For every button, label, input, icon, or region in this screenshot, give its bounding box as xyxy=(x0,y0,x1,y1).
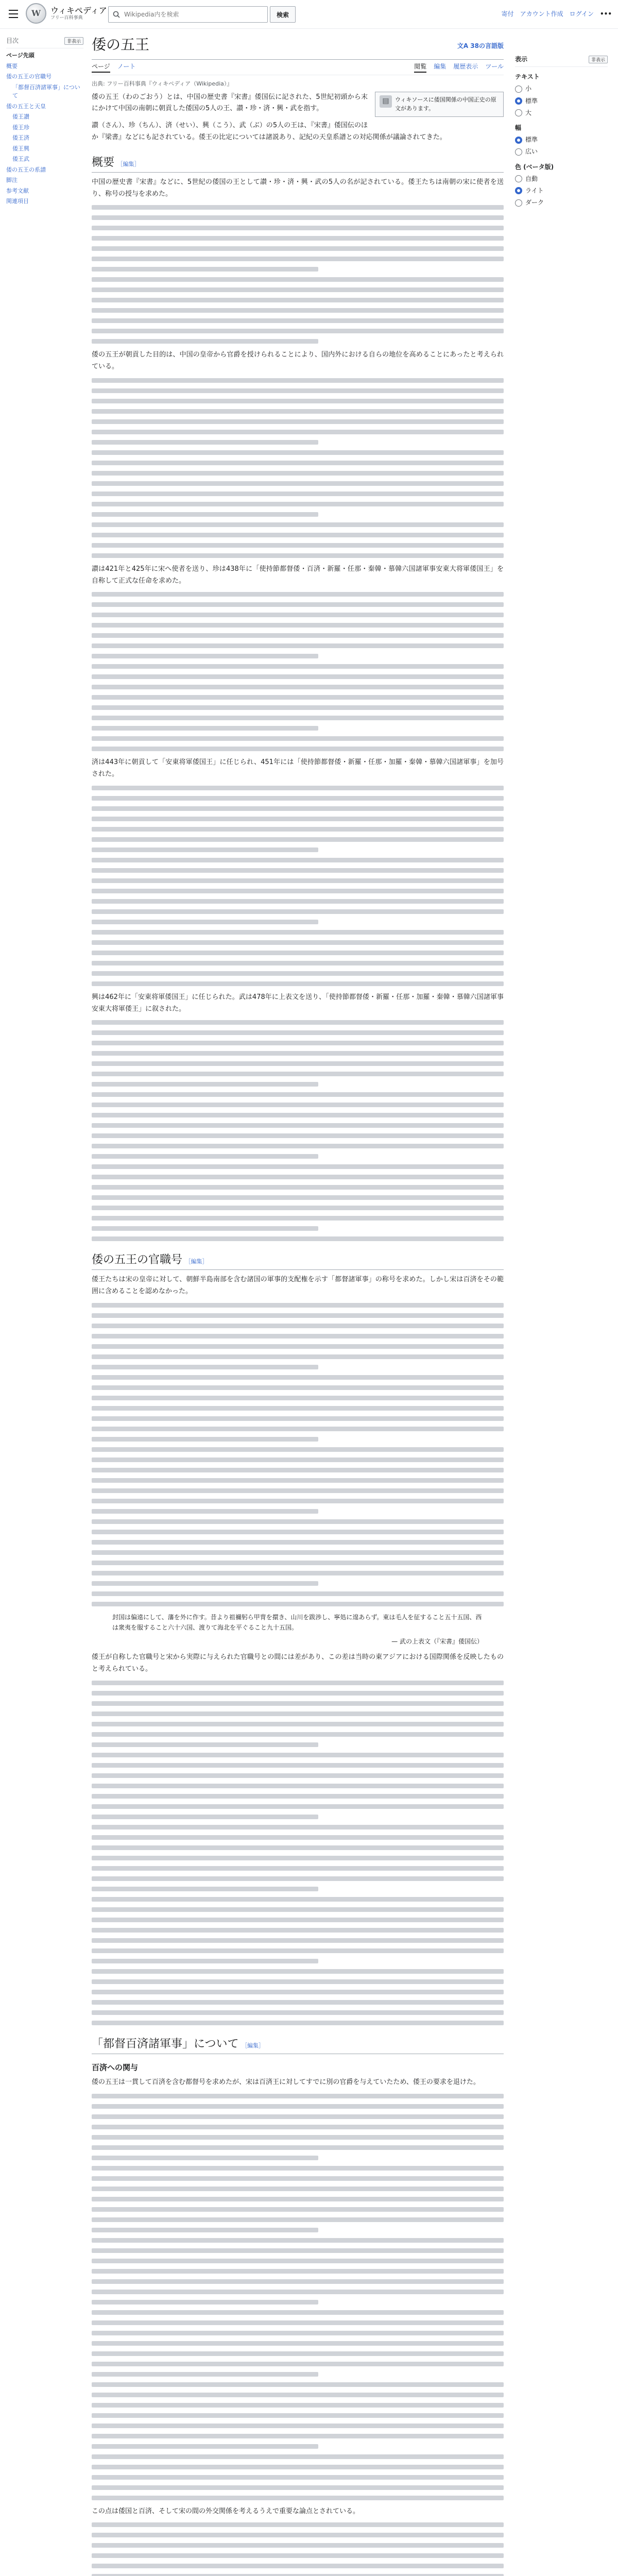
body-text-line xyxy=(92,868,504,873)
book-icon: ▤ xyxy=(380,95,392,108)
body-text-line xyxy=(92,1969,504,1974)
radio-button[interactable] xyxy=(515,86,522,93)
body-text-line xyxy=(92,786,504,790)
body-paragraph: 興は462年に「安東将軍倭国王」に任じられた。武は478年に上表文を送り、「使持節都督倭・新羅・任那・加羅・秦韓・慕韓六国諸軍事安東大将軍倭王」に叙された。 xyxy=(92,993,504,1013)
body-text-line xyxy=(92,1375,504,1380)
body-text-line xyxy=(92,287,504,292)
body-text-line xyxy=(92,461,504,465)
body-text-line xyxy=(92,1427,504,1431)
body-paragraph: 讃は421年と425年に宋へ使者を送り、珍は438年に「使持節都督倭・百済・新羅・任那・秦韓・慕韓六国諸軍事安東大将軍倭国王」を自称して正式な任命を求めた。 xyxy=(92,565,504,585)
body-text-line xyxy=(92,1396,504,1400)
body-text-line xyxy=(92,318,504,323)
body-text-line xyxy=(92,2176,504,2181)
body-text-line xyxy=(92,1918,504,1922)
language-count: 38の言語版 xyxy=(470,42,504,49)
body-paragraph: 中国の歴史書『宋書』などに、5世紀の倭国の王として讃・珍・済・興・武の5人の名が記されている。倭王たちは南朝の宋に使者を送り、称号の授与を求めた。 xyxy=(92,178,504,198)
body-text-line xyxy=(92,430,504,434)
appearance-title: 表示 xyxy=(515,56,528,63)
toc-item[interactable]: 関連項目 xyxy=(6,198,29,205)
body-text-line xyxy=(92,2114,504,2119)
radio-button[interactable] xyxy=(515,109,522,116)
body-text-line xyxy=(92,1144,504,1148)
body-text-line xyxy=(92,1561,504,1565)
body-text-line xyxy=(92,553,504,558)
body-text-line xyxy=(92,329,504,333)
toc-item[interactable]: 参考文献 xyxy=(6,187,29,194)
section-edit-link[interactable]: ［編集］ xyxy=(117,160,140,167)
body-text-line xyxy=(92,502,504,506)
body-text-line xyxy=(92,1175,504,1179)
body-text-line xyxy=(92,1061,504,1066)
quote-citation: — 武の上表文（『宋書』倭国伝） xyxy=(391,1637,483,1645)
body-text-line xyxy=(92,378,504,383)
body-text-line xyxy=(92,1154,318,1159)
appearance-option[interactable] xyxy=(515,96,608,106)
section-edit-link[interactable]: ［編集］ xyxy=(185,1258,208,1265)
body-text-line xyxy=(92,2010,504,2015)
body-text-line xyxy=(92,543,504,548)
body-text-line xyxy=(92,1866,504,1871)
toc-item[interactable]: 倭の五王の系譜 xyxy=(6,166,46,173)
body-text-line xyxy=(92,909,504,914)
body-text-line xyxy=(92,1041,504,1045)
body-text-line xyxy=(92,2533,504,2537)
body-text-line xyxy=(92,1334,504,1338)
body-text-line xyxy=(92,1948,504,1953)
toc-item[interactable]: 「都督百済諸軍事」について xyxy=(12,83,80,99)
body-text-line xyxy=(92,1195,504,1200)
body-text-line xyxy=(92,2217,504,2222)
body-text-line xyxy=(92,1313,504,1318)
search-icon xyxy=(113,11,120,18)
body-text-line xyxy=(92,736,504,741)
search-box[interactable] xyxy=(108,6,268,23)
tab-tools[interactable]: ツール xyxy=(485,62,504,70)
table-of-contents xyxy=(6,36,83,208)
body-text-line xyxy=(92,2125,504,2129)
appearance-option[interactable] xyxy=(515,135,608,145)
body-text-line xyxy=(92,1082,318,1087)
body-text-line xyxy=(92,522,504,527)
body-text-line xyxy=(92,2135,504,2140)
body-text-line xyxy=(92,1581,318,1586)
login-link[interactable]: ログイン xyxy=(569,10,594,18)
tab-page[interactable]: ページ xyxy=(92,62,110,73)
body-text-line xyxy=(92,1123,504,1128)
section-heading: 「都督百済諸軍事」について ［編集］ xyxy=(92,2035,504,2054)
body-text-line xyxy=(92,1540,504,1545)
toc-item[interactable]: 倭王珍 xyxy=(12,124,29,131)
body-text-line xyxy=(92,664,504,669)
body-text-line xyxy=(92,2207,504,2212)
body-text-line xyxy=(92,1416,504,1421)
body-text-line xyxy=(92,409,504,414)
wikipedia-globe-icon: W xyxy=(26,3,46,24)
body-paragraph: 倭の五王が朝貢した目的は、中国の皇帝から官爵を授けられることにより、国内外における自らの地位を高めることにあったと考えられている。 xyxy=(92,351,504,371)
radio-button[interactable] xyxy=(515,175,522,182)
body-text-line xyxy=(92,1794,504,1799)
appearance-option-label: 広い xyxy=(525,148,538,156)
body-text-line xyxy=(92,1845,504,1850)
body-paragraph: 倭の五王は一貫して百済を含む都督号を求めたが、宋は百済王に対してすでに別の官爵を与えていたため、倭王の要求を退けた。 xyxy=(92,2078,480,2086)
body-text-line xyxy=(92,2000,504,2005)
body-text-line xyxy=(92,236,504,241)
body-text-line xyxy=(92,2543,504,2548)
body-text-line xyxy=(92,848,318,852)
body-text-line xyxy=(92,1701,504,1706)
radio-button[interactable] xyxy=(515,97,522,105)
body-text-line xyxy=(92,2228,318,2232)
body-text-line xyxy=(92,1732,504,1737)
body-text-line xyxy=(92,1509,318,1514)
toc-item[interactable]: 倭王興 xyxy=(12,145,29,152)
body-text-line xyxy=(92,1835,504,1840)
body-text-line xyxy=(92,1959,318,1963)
body-text-line xyxy=(92,878,504,883)
body-text-line xyxy=(92,2269,504,2274)
body-text-line xyxy=(92,643,504,648)
body-text-line xyxy=(92,308,504,313)
body-text-line xyxy=(92,940,504,945)
site-logo[interactable] xyxy=(26,3,107,24)
body-text-line xyxy=(92,2454,504,2459)
body-text-line xyxy=(92,450,504,455)
section-heading: 概要 ［編集］ xyxy=(92,153,504,173)
body-text-line xyxy=(92,633,504,638)
body-text-line xyxy=(92,817,504,821)
body-text-line xyxy=(92,2553,504,2558)
radio-button[interactable] xyxy=(515,187,522,194)
toc-item[interactable]: 倭王讃 xyxy=(12,113,29,121)
body-text-line xyxy=(92,920,318,924)
body-text-line xyxy=(92,654,318,658)
appearance-option[interactable] xyxy=(515,84,608,94)
lead-paragraph: 倭の五王（わのごおう）とは、中国の歴史書『宋書』倭国伝に記された、5世紀初頭から末にかけて中国の南朝に朝貢した倭国の5人の王、讃・珍・済・興・武を指す。 xyxy=(92,93,368,113)
body-text-line xyxy=(92,2238,504,2243)
article-source-line: 出典: フリー百科事典『ウィキペディア（Wikipedia）』 xyxy=(92,80,233,87)
search-input[interactable] xyxy=(123,10,242,19)
body-text-line xyxy=(92,388,504,393)
appearance-option-label: 小 xyxy=(525,85,532,93)
tab-talk[interactable]: ノート xyxy=(117,62,136,70)
body-text-line xyxy=(92,613,504,617)
body-text-line xyxy=(92,602,504,607)
body-text-line xyxy=(92,2259,504,2263)
body-text-line xyxy=(92,2351,504,2356)
body-text-line xyxy=(92,2310,504,2315)
body-text-line xyxy=(92,512,318,517)
tab-edit[interactable]: 編集 xyxy=(434,62,447,70)
body-text-line xyxy=(92,2104,504,2109)
body-text-line xyxy=(92,1354,504,1359)
body-text-line xyxy=(92,1303,504,1308)
body-text-line xyxy=(92,2393,504,2397)
radio-button[interactable] xyxy=(515,137,522,144)
body-text-line xyxy=(92,1437,318,1442)
body-text-line xyxy=(92,2279,504,2284)
body-text-line xyxy=(92,981,504,986)
body-text-line xyxy=(92,2021,504,2025)
body-text-line xyxy=(92,1815,318,1819)
body-text-line xyxy=(92,2331,504,2335)
body-text-line xyxy=(92,1206,504,1210)
body-paragraph: 倭王たちは宋の皇帝に対して、朝鮮半島南部を含む諸国の軍事的支配権を示す「都督諸軍事」の称号を求めた。しかし宋は百済をその範囲に含めることを認めなかった。 xyxy=(92,1276,504,1296)
body-paragraph: 済は443年に朝貢して「安東将軍倭国王」に任じられ、451年には「使持節都督倭・新羅・任那・加羅・秦韓・慕韓六国諸軍事」を加号された。 xyxy=(92,758,504,778)
body-text-line xyxy=(92,623,504,628)
body-text-line xyxy=(92,889,504,893)
body-text-line xyxy=(92,2434,504,2438)
body-text-line xyxy=(92,1478,504,1483)
site-header xyxy=(0,0,618,29)
body-text-line xyxy=(92,1763,504,1768)
body-text-line xyxy=(92,492,504,496)
body-text-line xyxy=(92,837,504,842)
body-text-line xyxy=(92,246,504,251)
body-text-line xyxy=(92,747,504,751)
body-text-line xyxy=(92,2362,504,2366)
language-switcher-button[interactable] xyxy=(457,41,504,51)
body-text-line xyxy=(92,1185,504,1190)
body-text-line xyxy=(92,827,504,832)
donate-link[interactable]: 寄付 xyxy=(501,10,514,18)
body-text-line xyxy=(92,2465,504,2469)
appearance-option-label: 標準 xyxy=(525,136,538,144)
user-links xyxy=(502,9,612,19)
body-text-line xyxy=(92,1804,504,1809)
toc-hide-button[interactable]: 非表示 xyxy=(64,37,83,45)
body-text-line xyxy=(92,2372,318,2377)
body-text-line xyxy=(92,2197,504,2201)
radio-button[interactable] xyxy=(515,199,522,207)
body-text-line xyxy=(92,1365,318,1369)
body-text-line xyxy=(92,1344,504,1349)
body-text-line xyxy=(92,339,318,344)
section-edit-link[interactable]: ［編集］ xyxy=(242,2042,265,2049)
body-text-line xyxy=(92,1164,504,1169)
body-text-line xyxy=(92,2320,504,2325)
page-title: 倭の五王 xyxy=(92,34,504,60)
body-text-line xyxy=(92,440,318,445)
body-text-line xyxy=(92,215,504,220)
appearance-option[interactable] xyxy=(515,198,608,208)
body-text-line xyxy=(92,2424,504,2428)
body-text-line xyxy=(92,1468,504,1472)
translate-icon: 文A xyxy=(457,42,471,49)
body-text-line xyxy=(92,1887,318,1891)
body-text-line xyxy=(92,2444,318,2449)
body-text-line xyxy=(92,1530,504,1534)
body-text-line xyxy=(92,2248,504,2253)
body-text-line xyxy=(92,1784,504,1788)
body-text-line xyxy=(92,2496,504,2500)
body-text-line xyxy=(92,1226,318,1231)
quote-text: 封国は偏遠にして、藩を外に作す。昔より祖禰躬ら甲冑を擐き、山川を跋渉し、寧処に遑あらず。東は毛人を征すること五十五国、西は衆夷を服すること六十六国、渡りて海北を平ぐること九十五国。 xyxy=(112,1613,482,1632)
body-text-line xyxy=(92,2485,504,2490)
appearance-option-label: ライト xyxy=(525,187,544,194)
appearance-option[interactable] xyxy=(515,174,608,184)
appearance-option[interactable] xyxy=(515,186,608,196)
body-text-line xyxy=(92,951,504,955)
body-text-line xyxy=(92,705,504,710)
appearance-option-label: ダーク xyxy=(525,199,544,207)
toc-item[interactable]: 倭王済 xyxy=(12,134,29,142)
body-text-line xyxy=(92,1458,504,1462)
radio-button[interactable] xyxy=(515,148,522,156)
body-text-line xyxy=(92,2341,504,2346)
body-paragraph: 倭王が自称した官職号と宋から実際に与えられた官職号との間には差があり、この差は当時の東アジアにおける国際関係を反映したものと考えられている。 xyxy=(92,1653,504,1673)
body-text-line xyxy=(92,1092,504,1097)
appearance-group-title: 色 (ベータ版) xyxy=(515,163,554,171)
appearance-option[interactable] xyxy=(515,108,608,118)
body-text-line xyxy=(92,1722,504,1726)
body-text-line xyxy=(92,1711,504,1716)
appearance-option-label: 大 xyxy=(525,109,532,116)
body-text-line xyxy=(92,2574,504,2576)
body-text-line xyxy=(92,1550,504,1555)
article-content xyxy=(92,31,504,2576)
body-text-line xyxy=(92,716,504,720)
body-paragraph: この点は倭国と百済、そして宋の間の外交関係を考えるうえで重要な論点とされている。 xyxy=(92,2507,360,2515)
body-text-line xyxy=(92,277,504,282)
appearance-group-title: 幅 xyxy=(515,124,522,131)
body-text-line xyxy=(92,1020,504,1025)
body-text-line xyxy=(92,1133,504,1138)
appearance-hide-button[interactable]: 非表示 xyxy=(589,56,608,63)
body-text-line xyxy=(92,2187,504,2191)
logo-tagline: フリー百科事典 xyxy=(50,15,83,21)
body-text-line xyxy=(92,2564,504,2568)
appearance-group-title: テキスト xyxy=(515,73,540,81)
body-text-line xyxy=(92,2145,504,2150)
body-text-line xyxy=(92,1030,504,1035)
appearance-panel xyxy=(515,55,608,210)
body-text-line xyxy=(92,2156,318,2160)
body-text-line xyxy=(92,1216,504,1221)
body-text-line xyxy=(92,858,504,862)
appearance-option-label: 自動 xyxy=(525,175,538,182)
appearance-option[interactable] xyxy=(515,147,608,157)
blockquote xyxy=(112,1612,483,1647)
body-text-line xyxy=(92,796,504,801)
section-heading: 倭の五王の官職号 ［編集］ xyxy=(92,1250,504,1270)
body-text-line xyxy=(92,1753,504,1757)
lead-paragraph: 讃（さん）、珍（ちん）、済（せい）、興（こう）、武（ぶ）の5人の王は、『宋書』倭国伝のほか『梁書』などにも記されている。倭王の比定については諸説あり、記紀の天皇系譜との対応関係が議論されてきた。 xyxy=(92,122,447,141)
body-text-line xyxy=(92,961,504,965)
body-text-line xyxy=(92,1990,504,1994)
appearance-option-label: 標準 xyxy=(525,97,538,105)
body-text-line xyxy=(92,1571,504,1575)
body-text-line xyxy=(92,1488,504,1493)
body-text-line xyxy=(92,205,504,210)
body-text-line xyxy=(92,592,504,597)
body-text-line xyxy=(92,2413,504,2418)
body-text-line xyxy=(92,899,504,904)
body-text-line xyxy=(92,674,504,679)
subsection-heading: 百済への関与 xyxy=(92,2062,139,2072)
body-text-line xyxy=(92,1591,504,1596)
body-text-line xyxy=(92,1113,504,1117)
body-text-line xyxy=(92,1773,504,1778)
body-text-line xyxy=(92,533,504,537)
body-text-line xyxy=(92,1876,504,1881)
body-text-line xyxy=(92,2290,504,2294)
toc-item[interactable]: 倭の五王と天皇 xyxy=(6,103,46,110)
logo-wordmark: ウィキペディア xyxy=(50,6,107,15)
main-menu-button[interactable] xyxy=(6,7,21,22)
body-text-line xyxy=(92,1681,504,1685)
body-text-line xyxy=(92,2475,504,2480)
body-text-line xyxy=(92,471,504,476)
body-text-line xyxy=(92,1897,504,1902)
body-text-line xyxy=(92,1602,504,1606)
body-text-line xyxy=(92,257,504,261)
body-text-line xyxy=(92,226,504,230)
toc-title: 目次 xyxy=(6,37,19,44)
body-text-line xyxy=(92,267,318,272)
body-text-line xyxy=(92,726,318,731)
body-text-line xyxy=(92,1051,504,1056)
body-text-line xyxy=(92,419,504,424)
toc-item[interactable]: 概要 xyxy=(6,62,18,70)
create-account-link[interactable]: アカウント作成 xyxy=(520,10,563,18)
body-text-line xyxy=(92,1324,504,1328)
body-text-line xyxy=(92,1856,504,1860)
toc-item[interactable]: 倭王武 xyxy=(12,156,29,163)
body-text-line xyxy=(92,1825,504,1829)
body-text-line xyxy=(92,685,504,689)
body-text-line xyxy=(92,1742,318,1747)
wikisource-hatnote xyxy=(375,92,504,117)
body-text-line xyxy=(92,1072,504,1076)
body-text-line xyxy=(92,1928,504,1933)
body-text-line xyxy=(92,1938,504,1943)
more-options-icon[interactable]: ••• xyxy=(599,10,612,18)
body-text-line xyxy=(92,1103,504,1107)
body-text-line xyxy=(92,2094,504,2098)
body-text-line xyxy=(92,2403,504,2408)
body-text-line xyxy=(92,1236,504,1241)
body-text-line xyxy=(92,2166,504,2171)
page-tabs xyxy=(92,62,504,75)
hatnote-text[interactable]: ウィキソースに倭国関係の中国正史の原文があります。 xyxy=(395,96,496,112)
body-text-line xyxy=(92,481,504,486)
toc-item[interactable]: 倭の五王の官職号 xyxy=(6,73,52,80)
body-text-line xyxy=(92,399,504,403)
body-text-line xyxy=(92,1499,504,1503)
body-text-line xyxy=(92,1979,504,1984)
body-text-line xyxy=(92,695,504,700)
tab-history[interactable]: 履歴表示 xyxy=(453,62,478,70)
body-text-line xyxy=(92,298,504,302)
body-text-line xyxy=(92,1447,504,1452)
body-text-line xyxy=(92,2300,318,2304)
tab-read[interactable]: 閲覧 xyxy=(414,62,426,73)
toc-item[interactable]: ページ先頭 xyxy=(6,52,35,59)
body-text-line xyxy=(92,1385,504,1390)
body-text-line xyxy=(92,1406,504,1411)
body-text-line xyxy=(92,1519,504,1524)
toc-item[interactable]: 脚注 xyxy=(6,177,18,184)
body-text-line xyxy=(92,2382,504,2387)
body-text-line xyxy=(92,2522,504,2527)
body-text-line xyxy=(92,971,504,976)
body-text-line xyxy=(92,930,504,935)
body-text-line xyxy=(92,1691,504,1696)
body-text-line xyxy=(92,1907,504,1912)
body-text-line xyxy=(92,806,504,811)
search-button[interactable]: 検索 xyxy=(270,6,296,23)
